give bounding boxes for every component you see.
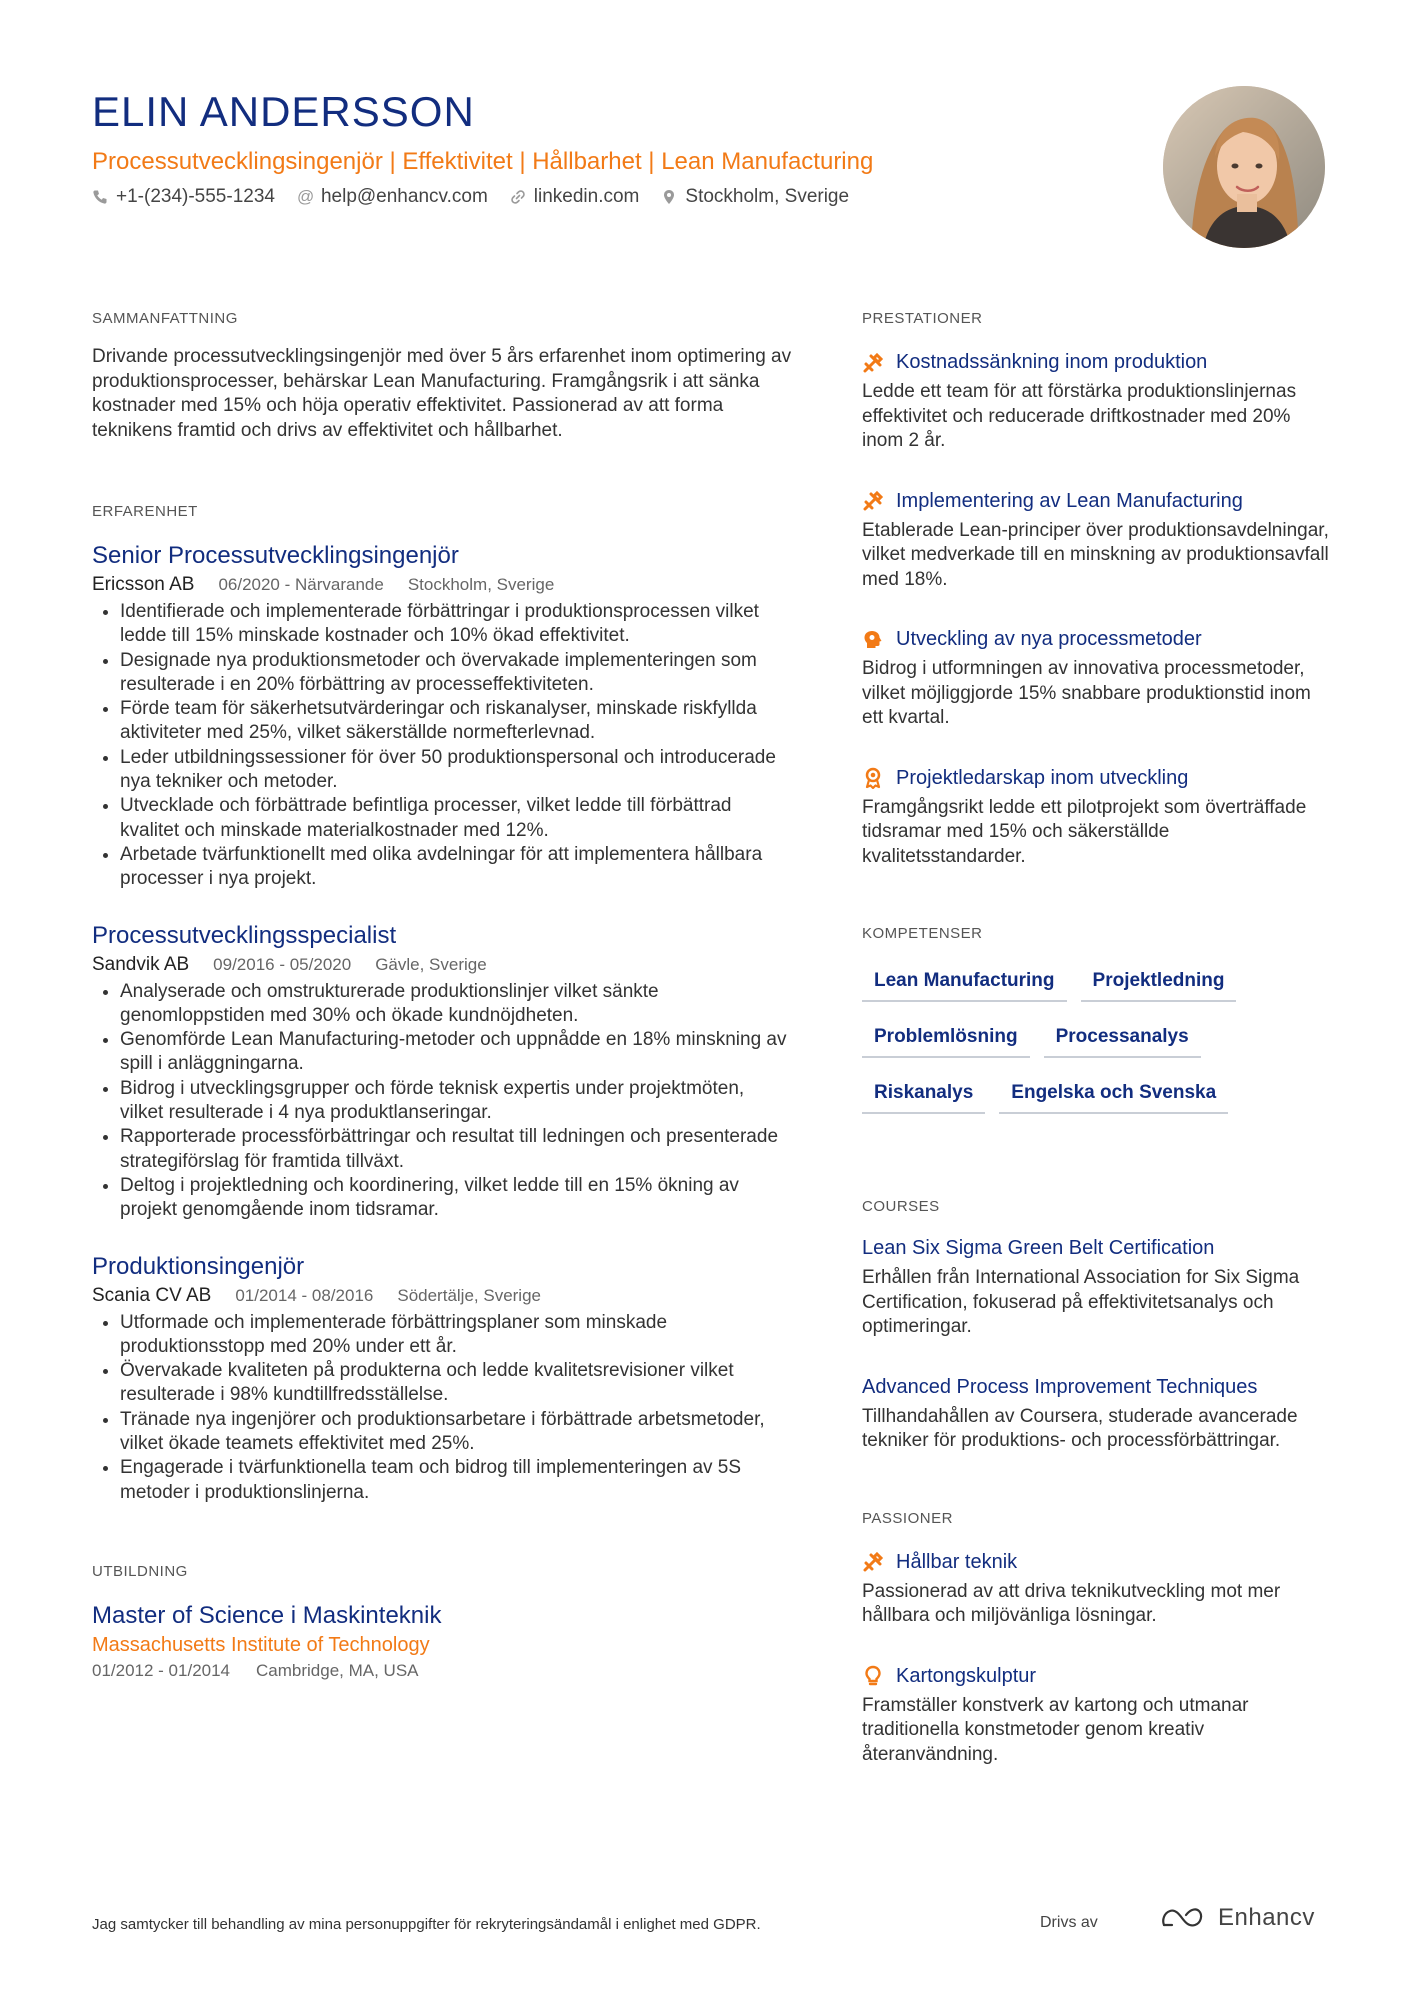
avatar bbox=[1163, 86, 1325, 248]
job-bullet: • Engagerade i tvärfunktionella team och bidrog till implementeringen av 5S metoder i produktionslinjerna. bbox=[120, 1456, 792, 1505]
job-title: Senior Processutvecklingsingenjör bbox=[92, 542, 459, 569]
company-name: Scania CV AB bbox=[92, 1284, 212, 1306]
head-idea-icon bbox=[862, 629, 884, 651]
tools-icon bbox=[862, 352, 884, 374]
job-dates: 01/2014 - 08/2016 bbox=[235, 1285, 374, 1305]
job-meta bbox=[92, 1285, 792, 1307]
lightbulb-icon bbox=[862, 1665, 884, 1687]
portrait-image bbox=[1163, 86, 1325, 248]
email-text: help@enhancv.com bbox=[320, 186, 488, 207]
achievement-description: Framgångsrikt ledde ett pilotprojekt som överträffade tidsramar med 15% och säkerställde kvalitetsstandarder. bbox=[862, 796, 1307, 867]
job-bullets bbox=[92, 1311, 792, 1505]
achievement-header bbox=[862, 628, 1332, 651]
job-meta bbox=[92, 574, 792, 596]
job-entry bbox=[92, 542, 792, 892]
job-bullet: • Arbetade tvärfunktionellt med olika avdelningar för att implementera hållbara processer i nya projekt. bbox=[120, 843, 792, 892]
job-bullet: • Övervakade kvaliteten på produkterna och ledde kvalitetsrevisioner vilket resulterade i 98% kundtillfredsställelse. bbox=[120, 1359, 792, 1408]
company-name: Sandvik AB bbox=[92, 953, 190, 975]
phone-icon bbox=[92, 189, 108, 205]
achievement-title: Utveckling av nya processmetoder bbox=[896, 628, 1202, 650]
achievement-description: Etablerade Lean-principer över produktionsavdelningar, vilket medverkade till en minskning av produktionsavfall med 18%. bbox=[862, 519, 1329, 590]
passion-description: Passionerad av att driva teknikutveckling mot mer hållbara och miljövänliga lösningar. bbox=[862, 1580, 1281, 1626]
achievements-section-title: PRESTATIONER bbox=[862, 310, 983, 327]
achievement-description: Bidrog i utformningen av innovativa processmetoder, vilket möjliggjorde 15% snabbare produktionstid inom ett kvartal. bbox=[862, 658, 1311, 728]
job-bullet: • Utvecklade och förbättrade befintliga processer, vilket ledde till förbättrad kvalitet och minskade materialkostnader med 12%. bbox=[120, 794, 792, 843]
skills-list bbox=[862, 964, 1292, 1114]
course-title: Lean Six Sigma Green Belt Certification bbox=[862, 1237, 1215, 1259]
achievement-item bbox=[862, 351, 1332, 454]
skill-tag: Projektledning bbox=[1081, 964, 1237, 1002]
job-meta bbox=[92, 954, 792, 976]
passion-item bbox=[862, 1665, 1332, 1768]
contact-row bbox=[92, 186, 849, 208]
job-location: Södertälje, Sverige bbox=[397, 1285, 541, 1305]
job-location: Gävle, Sverige bbox=[375, 954, 487, 974]
phone-text: +1-(234)-555-1234 bbox=[116, 186, 275, 207]
linkedin-text: linkedin.com bbox=[533, 186, 640, 207]
summary-text: Drivande processutvecklingsingenjör med över 5 års erfarenhet inom optimering av produktionsprocesser, behärskar Lean Manufacturing. Framgångsrik i att sänka kostnader med 15% och höja operativ effektivitet. Passionerad av att forma teknikens framtid och drivs av effektivitet och hållbarhet. bbox=[92, 346, 792, 441]
course-description: Erhållen från International Association for Six Sigma Certification, fokuserad på effektivitetsanalys och optimeringar. bbox=[862, 1267, 1300, 1337]
summary-section-title: SAMMANFATTNING bbox=[92, 310, 238, 327]
tools-icon bbox=[862, 1551, 884, 1573]
contact-phone[interactable] bbox=[92, 186, 275, 208]
course-item bbox=[862, 1376, 1332, 1454]
job-dates: 09/2016 - 05/2020 bbox=[213, 954, 352, 974]
job-bullets bbox=[92, 600, 792, 892]
job-bullets bbox=[92, 980, 792, 1223]
job-entry bbox=[92, 922, 792, 1223]
gdpr-consent: Jag samtycker till behandling av mina personuppgifter för rekryteringsändamål i enlighet med GDPR. bbox=[92, 1916, 761, 1933]
passion-header bbox=[862, 1551, 1332, 1574]
job-title: Processutvecklingsspecialist bbox=[92, 921, 397, 949]
passion-item bbox=[862, 1551, 1332, 1629]
right-column bbox=[862, 310, 1332, 1803]
job-entry bbox=[92, 1253, 792, 1505]
achievement-item bbox=[862, 628, 1332, 731]
tools-icon bbox=[862, 490, 884, 512]
achievement-header bbox=[862, 351, 1332, 374]
school-name: Massachusetts Institute of Technology bbox=[92, 1633, 430, 1656]
job-dates: 06/2020 - Närvarande bbox=[218, 575, 384, 594]
course-item bbox=[862, 1237, 1332, 1340]
contact-linkedin[interactable] bbox=[510, 186, 640, 208]
skills-section-title: KOMPETENSER bbox=[862, 925, 983, 942]
degree-title: Master of Science i Maskinteknik bbox=[92, 1601, 442, 1629]
achievement-item bbox=[862, 767, 1332, 870]
achievement-description: Ledde ett team för att förstärka produktionslinjernas effektivitet och reducerade driftkostnader med 20% inom 2 år. bbox=[862, 381, 1297, 451]
enhancv-brand-name: Enhancv bbox=[1218, 1904, 1315, 1931]
job-bullet: • Designade nya produktionsmetoder och övervakade implementeringen som resulterade i en 20% förbättring av processeffektiviteten. bbox=[120, 649, 792, 698]
education-dates: 01/2012 - 01/2014 bbox=[92, 1660, 231, 1680]
job-bullet: • Deltog i projektledning och koordinering, vilket ledde till en 15% ökning av projekt genomgående inom tidsramar. bbox=[120, 1174, 792, 1223]
contact-location bbox=[661, 186, 849, 208]
skill-tag: Problemlösning bbox=[862, 1020, 1030, 1058]
education-section-title: UTBILDNING bbox=[92, 1562, 188, 1580]
candidate-name: ELIN ANDERSSON bbox=[92, 88, 475, 135]
at-icon: @ bbox=[296, 187, 315, 206]
job-bullet: • Genomförde Lean Manufacturing-metoder och uppnådde en 18% minskning av spill i anläggningarna. bbox=[120, 1028, 792, 1077]
job-bullet: • Förde team för säkerhetsutvärderingar och riskanalyser, minskade riskfyllda aktiviteter med 25%, vilket säkerställde normefterlevnad. bbox=[120, 697, 792, 746]
skill-tag: Processanalys bbox=[1044, 1020, 1201, 1058]
course-title: Advanced Process Improvement Techniques bbox=[862, 1375, 1258, 1398]
passion-title: Hållbar teknik bbox=[896, 1550, 1018, 1573]
experience-section-title: ERFARENHET bbox=[92, 503, 198, 520]
passion-description: Framställer konstverk av kartong och utmanar traditionella konstmetoder genom kreativ återanvändning. bbox=[862, 1694, 1249, 1765]
passion-title: Kartongskulptur bbox=[896, 1664, 1037, 1687]
job-bullet: • Identifierade och implementerade förbättringar i produktionsprocessen vilket ledde till 15% minskade kostnader och 10% ökad effektivitet. bbox=[120, 600, 792, 649]
company-name: Ericsson AB bbox=[92, 574, 195, 595]
course-description: Tillhandahållen av Coursera, studerade avancerade tekniker för produktions- och processförbättringar. bbox=[862, 1405, 1298, 1451]
job-bullet: • Analyserade och omstrukturerade produktionslinjer vilket sänkte genomloppstiden med 30% och ökade kundnöjdheten. bbox=[120, 980, 792, 1029]
award-icon bbox=[862, 767, 884, 789]
achievement-title: Kostnadssänkning inom produktion bbox=[896, 351, 1208, 373]
job-bullet: • Utformade och implementerade förbättringsplaner som minskade produktionsstopp med 20% under ett år. bbox=[120, 1311, 792, 1360]
skill-tag: Lean Manufacturing bbox=[862, 964, 1067, 1002]
achievement-header bbox=[862, 490, 1332, 513]
passions-section-title: PASSIONER bbox=[862, 1509, 953, 1527]
job-bullet: • Tränade nya ingenjörer och produktionsarbetare i förbättrade arbetsmetoder, vilket ökade teamets effektivitet med 25%. bbox=[120, 1408, 792, 1457]
location-pin-icon bbox=[661, 189, 677, 205]
job-bullet: • Leder utbildningssessioner för över 50 produktionspersonal och introducerade nya tekniker och metoder. bbox=[120, 746, 792, 795]
achievement-title: Projektledarskap inom utveckling bbox=[896, 766, 1189, 789]
powered-by-label: Drivs av bbox=[1040, 1914, 1098, 1931]
job-bullet: • Rapporterade processförbättringar och resultat till ledningen och presenterade strategiförslag för framtida tillväxt. bbox=[120, 1125, 792, 1174]
left-column bbox=[92, 310, 792, 1681]
passion-header bbox=[862, 1665, 1332, 1688]
candidate-tagline: Processutvecklingsingenjör | Effektivitet | Hållbarhet | Lean Manufacturing bbox=[92, 148, 874, 175]
enhancv-logo-icon bbox=[1160, 1905, 1208, 1931]
enhancv-logo[interactable] bbox=[1160, 1904, 1315, 1932]
skill-tag: Riskanalys bbox=[862, 1076, 985, 1114]
location-text: Stockholm, Sverige bbox=[685, 186, 850, 207]
education-meta bbox=[92, 1661, 792, 1681]
achievement-title: Implementering av Lean Manufacturing bbox=[896, 489, 1243, 512]
achievement-header bbox=[862, 767, 1332, 790]
contact-email[interactable] bbox=[297, 186, 488, 208]
courses-section-title: COURSES bbox=[862, 1198, 940, 1215]
job-location: Stockholm, Sverige bbox=[407, 575, 555, 594]
job-bullet: • Bidrog i utvecklingsgrupper och förde teknisk expertis under projektmöten, vilket resulterade i 4 nya produktlanseringar. bbox=[120, 1077, 792, 1126]
skill-tag: Engelska och Svenska bbox=[999, 1076, 1228, 1114]
link-icon bbox=[510, 189, 526, 205]
job-title: Produktionsingenjör bbox=[92, 1252, 305, 1280]
education-entry bbox=[92, 1602, 792, 1681]
achievement-item bbox=[862, 490, 1332, 593]
education-location: Cambridge, MA, USA bbox=[256, 1660, 419, 1680]
